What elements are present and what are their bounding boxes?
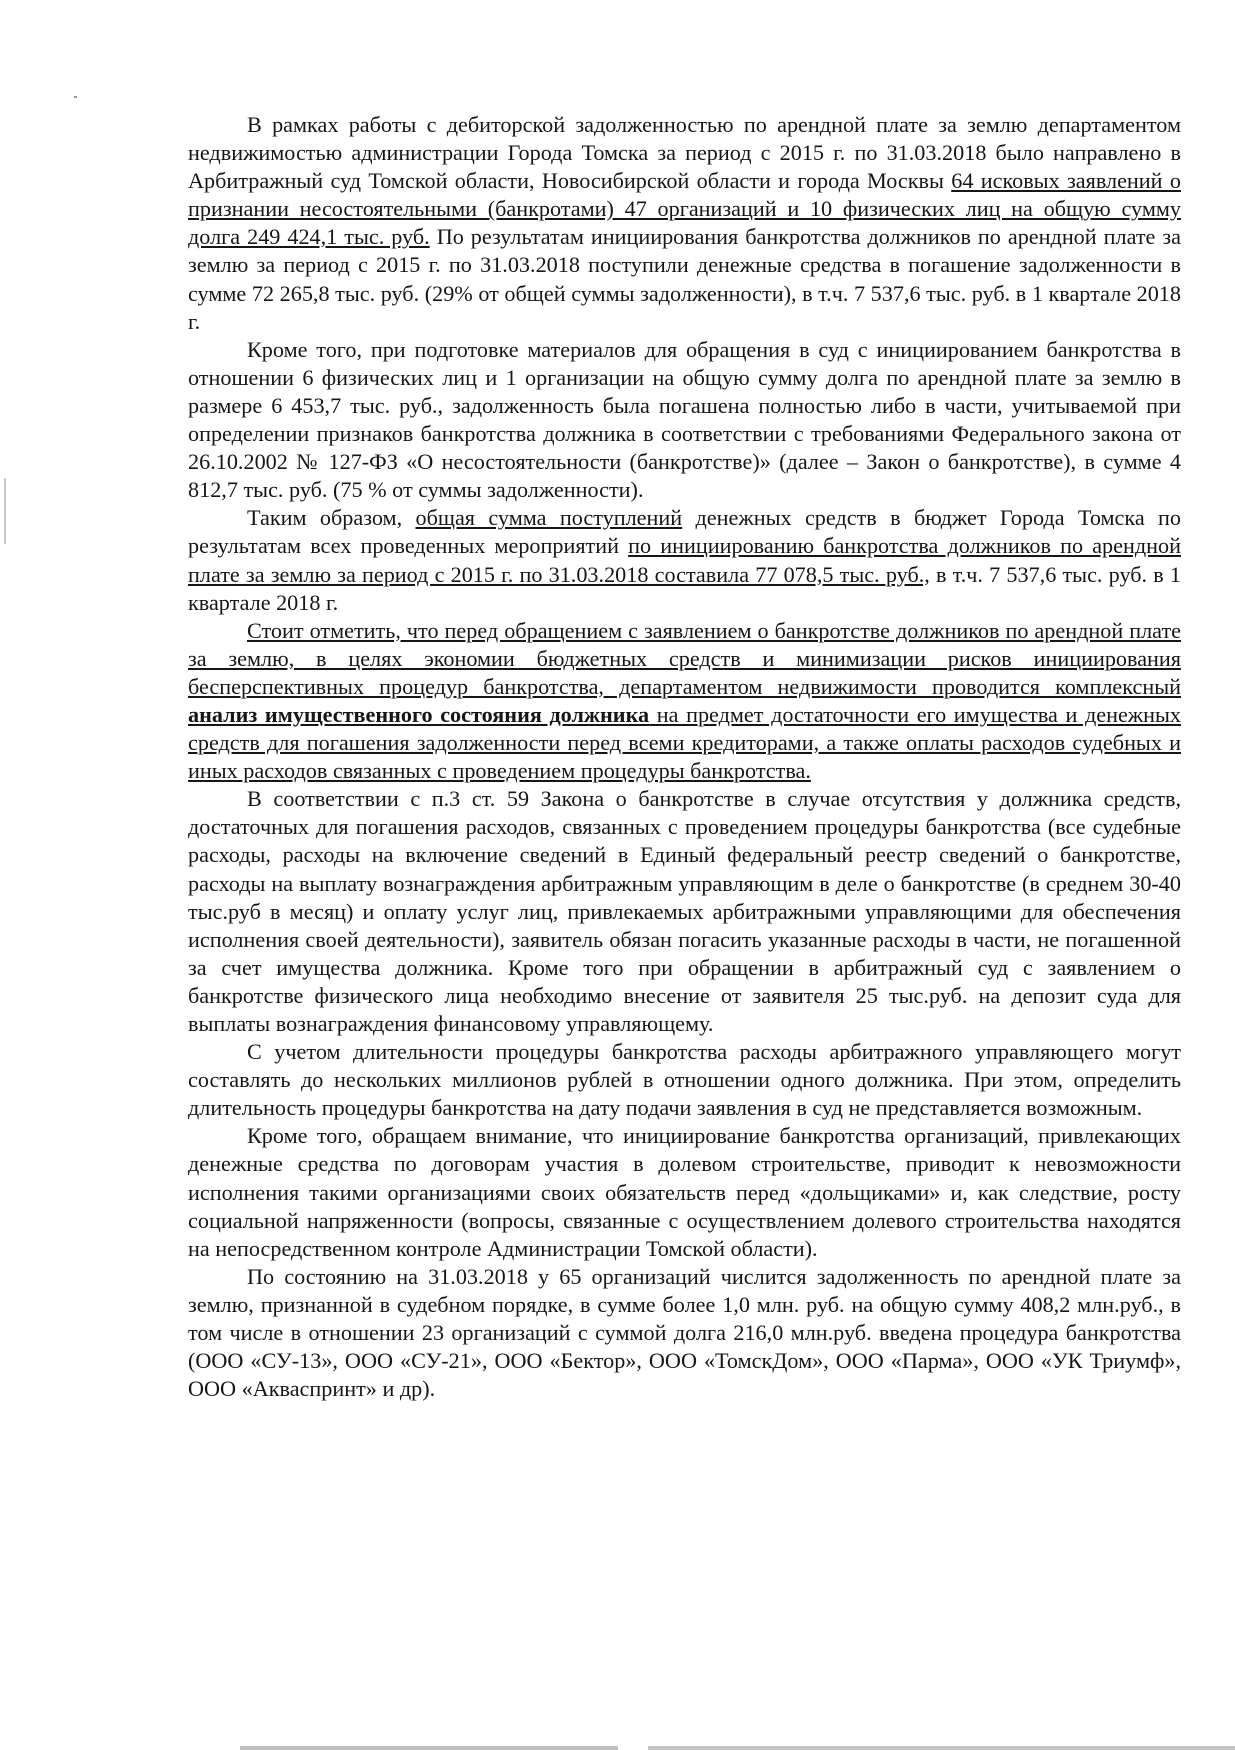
text-segment: денежных средств в бюджет Города Томска по результатам всех проведенных мероприятий bbox=[188, 505, 1181, 559]
text-segment-underlined: 64 исковых заявлений о признании несостоятельными (банкротами) 47 организаций и 10 физических лиц на общую сумму долга 249 424,1 тыс. руб. bbox=[188, 168, 1181, 250]
text-segment: В соответствии с п.3 ст. 59 Закона о банкротстве в случае отсутствия у должника средств, достаточных для погашения расходов, связанных с проведением процедуры банкротства (все судебные расходы, расходы на включение сведений в Единый федеральный реестр сведений о банкротстве, расходы на выплату вознаграждения арбитражным управляющим в деле о банкротстве (в среднем 30-40 тыс.руб в месяц) и оплату услуг лиц, привлекаемых арбитражными управляющими для обеспечения исполнения своей деятельности), заявитель обязан погасить указанные расходы в части, не погашенной за счет имущества должника. Кроме того при обращении в арбитражный суд с заявлением о банкротстве физического лица необходимо внесение от заявителя 25 тыс.руб. на депозит суда для выплаты вознаграждения финансовому управляющему. bbox=[188, 786, 1181, 1036]
paragraph-debt-repaid-before-court bbox=[188, 336, 1181, 505]
scan-artifact-bottom-edge bbox=[240, 1746, 1235, 1750]
paragraph-organizations-debt-status bbox=[188, 1263, 1181, 1403]
paragraph-lawsuits-filed bbox=[188, 111, 1181, 336]
scan-artifact-dot bbox=[74, 96, 77, 98]
text-segment-underlined: на предмет достаточности его имущества и денежных средств для погашения задолженности перед всеми кредиторами, а также оплаты расходов судебных и иных расходов связанных с проведением процедуры банкротства. bbox=[188, 701, 1182, 784]
paragraph-total-receipts bbox=[188, 504, 1181, 616]
text-segment-underlined: по инициированию банкротства должников по арендной плате за землю за период с 2015 г. по 31.03.2018 составила 77 078,5 тыс. руб., bbox=[188, 533, 1182, 587]
text-segment: Кроме того, при подготовке материалов для обращения в суд с инициированием банкротства в отношении 6 физических лиц и 1 организации на общую сумму долга по арендной плате за землю в размере 6 453,7 тыс. руб., задолженность была погашена полностью либо в части, учитываемой при определении признаков банкротства должника в соответствии с требованиями Федерального закона от 26.10.2002 № 127-ФЗ «О несостоятельности (банкротстве)» (далее – Закон о банкротстве), в сумме 4 812,7 тыс. руб. (75 % от суммы задолженности). bbox=[188, 336, 1181, 503]
text-segment: В рамках работы с дебиторской задолженностью по арендной плате за землю департаментом недвижимостью администрации Города Томска за период с 2015 г. по 31.03.2018 было направлено в Арбитражный суд Томской области, Новосибирской области и города Москвы bbox=[188, 112, 1181, 194]
paragraph-shared-construction bbox=[188, 1122, 1181, 1262]
text-segment: Таким образом, bbox=[247, 505, 416, 531]
text-segment: в т.ч. 7 537,6 тыс. руб. в 1 квартале 2018 г. bbox=[188, 561, 1182, 615]
text-segment-underlined: общая сумма поступлений bbox=[415, 505, 683, 531]
text-segment: Кроме того, обращаем внимание, что инициирование банкротства организаций, привлекающих денежные средства по договорам участия в долевом строительстве, приводит к невозможности исполнения такими организациями своих обязательств перед «дольщиками» и, как следствие, росту социальной напряженности (вопросы, связанные с осуществлением долевого строительства находятся на непосредственном контроле Администрации Томской области). bbox=[188, 1123, 1181, 1261]
paragraph-bankruptcy-expenses bbox=[188, 785, 1181, 1038]
text-segment: По состоянию на 31.03.2018 у 65 организаций числится задолженность по арендной плате за землю, признанной в судебном порядке, в сумме более 1,0 млн. руб. на общую сумму 408,2 млн.руб., в том числе в отношении 23 организаций с суммой долга 216,0 млн.руб. введена процедура банкротства (ООО «СУ-13», ООО «СУ-21», ООО «Бектор», ООО «ТомскДом», ООО «Парма», ООО «УК Триумф», ООО «Акваспринт» и др). bbox=[188, 1263, 1181, 1402]
text-segment: По результатам инициирования банкротства должников по арендной плате за землю за период с 2015 г. по 31.03.2018 поступили денежные средства в погашение задолженности в сумме 72 265,8 тыс. руб. (29% от общей суммы задолженности), в т.ч. 7 537,6 тыс. руб. в 1 квартале 2018 г. bbox=[188, 224, 1182, 334]
paragraph-procedure-duration bbox=[188, 1038, 1181, 1122]
text-segment: С учетом длительности процедуры банкротства расходы арбитражного управляющего могут составлять до нескольких миллионов рублей в отношении одного должника. При этом, определить длительность процедуры банкротства на дату подачи заявления в суд не представляется возможным. bbox=[188, 1039, 1181, 1121]
text-segment-bold-underlined: анализ имущественного состояния должника bbox=[188, 701, 650, 727]
paragraph-debtor-property-analysis bbox=[188, 617, 1181, 786]
scan-artifact-margin-mark bbox=[4, 478, 6, 544]
text-segment-underlined: Стоит отметить, что перед обращением с заявлением о банкротстве должников по арендной плате за землю, в целях экономии бюджетных средств и минимизации рисков инициирования бесперспективных процедур банкротства, департаментом недвижимости проводится комплексный bbox=[188, 617, 1181, 699]
